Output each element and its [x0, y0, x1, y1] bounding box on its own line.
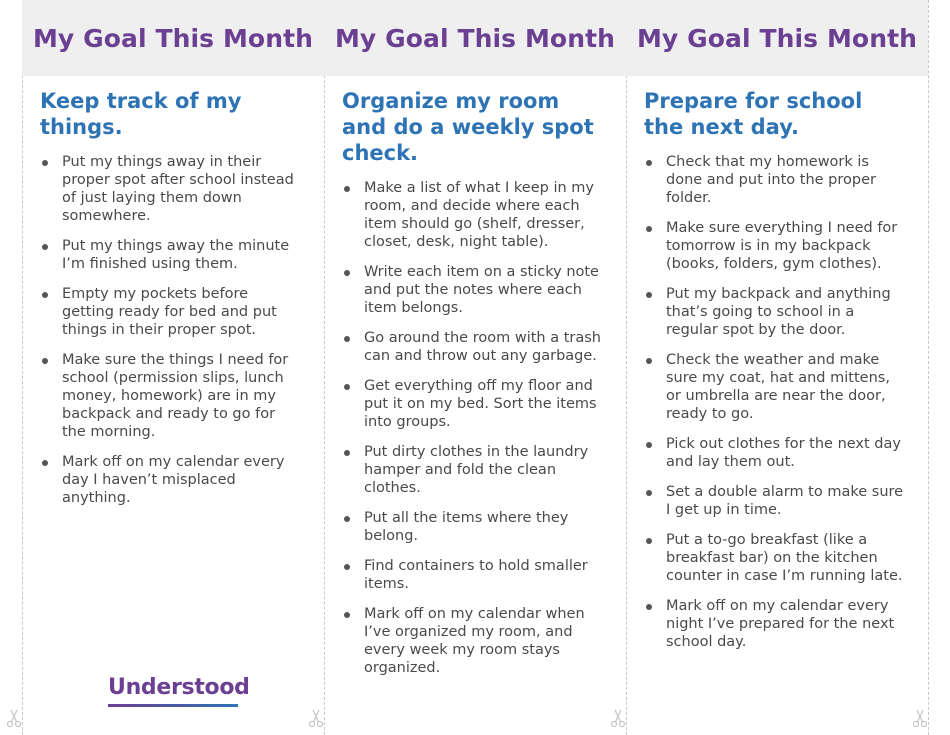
goal-steps-list: [644, 153, 906, 651]
list-item: Put a to-go breakfast (like a breakfast bar) on the kitchen counter in case I’m running late.: [644, 531, 906, 585]
goal-heading: Keep track of my things.: [40, 89, 242, 139]
list-item: Mark off on my calendar every day I haven’t misplaced anything.: [40, 453, 302, 507]
goal-heading: Prepare for school the next day.: [644, 89, 863, 139]
list-item: Find containers to hold smaller items.: [342, 557, 604, 593]
list-item: Make sure the things I need for school (permission slips, lunch money, homework) are in my backpack and ready to go for the morning.: [40, 351, 302, 441]
list-item: Go around the room with a trash can and throw out any garbage.: [342, 329, 604, 365]
list-item: Check the weather and make sure my coat, hat and mittens, or umbrella are near the door, ready to go.: [644, 351, 906, 423]
list-item: Pick out clothes for the next day and lay them out.: [644, 435, 906, 471]
card-title: My Goal This Month: [636, 23, 918, 53]
list-item: Put dirty clothes in the laundry hamper and fold the clean clothes.: [342, 443, 604, 497]
list-item: Empty my pockets before getting ready for bed and put things in their proper spot.: [40, 285, 302, 339]
scissors-icon: [912, 708, 928, 728]
understood-logo: Understood: [108, 675, 250, 700]
scissors-icon: [610, 708, 626, 728]
goal-card-3: [626, 0, 928, 735]
card-title: My Goal This Month: [334, 23, 616, 53]
scissors-icon: [6, 708, 22, 728]
list-item: Make a list of what I keep in my room, and decide where each item should go (shelf, dresser, closet, desk, night table).: [342, 179, 604, 251]
list-item: Check that my homework is done and put into the proper folder.: [644, 153, 906, 207]
logo-underline: [108, 704, 238, 707]
list-item: Mark off on my calendar every night I’ve prepared for the next school day.: [644, 597, 906, 651]
goal-steps-list: [342, 179, 604, 677]
list-item: Get everything off my floor and put it on my bed. Sort the items into groups.: [342, 377, 604, 431]
card-header: [626, 0, 928, 76]
card-header: [324, 0, 626, 76]
goal-steps-list: [40, 153, 302, 507]
card-header: [22, 0, 324, 76]
goal-card-1: [22, 0, 324, 735]
list-item: Mark off on my calendar when I’ve organized my room, and every week my room stays organized.: [342, 605, 604, 677]
list-item: Write each item on a sticky note and put the notes where each item belongs.: [342, 263, 604, 317]
cut-line: [928, 0, 929, 735]
list-item: Put my backpack and anything that’s going to school in a regular spot by the door.: [644, 285, 906, 339]
list-item: Set a double alarm to make sure I get up in time.: [644, 483, 906, 519]
list-item: Put my things away in their proper spot after school instead of just laying them down somewhere.: [40, 153, 302, 225]
goal-card-2: [324, 0, 626, 735]
list-item: Put all the items where they belong.: [342, 509, 604, 545]
list-item: Make sure everything I need for tomorrow is in my backpack (books, folders, gym clothes).: [644, 219, 906, 273]
card-title: My Goal This Month: [32, 23, 314, 53]
list-item: Put my things away the minute I’m finished using them.: [40, 237, 302, 273]
goal-heading: Organize my room and do a weekly spot check.: [342, 89, 594, 165]
scissors-icon: [308, 708, 324, 728]
